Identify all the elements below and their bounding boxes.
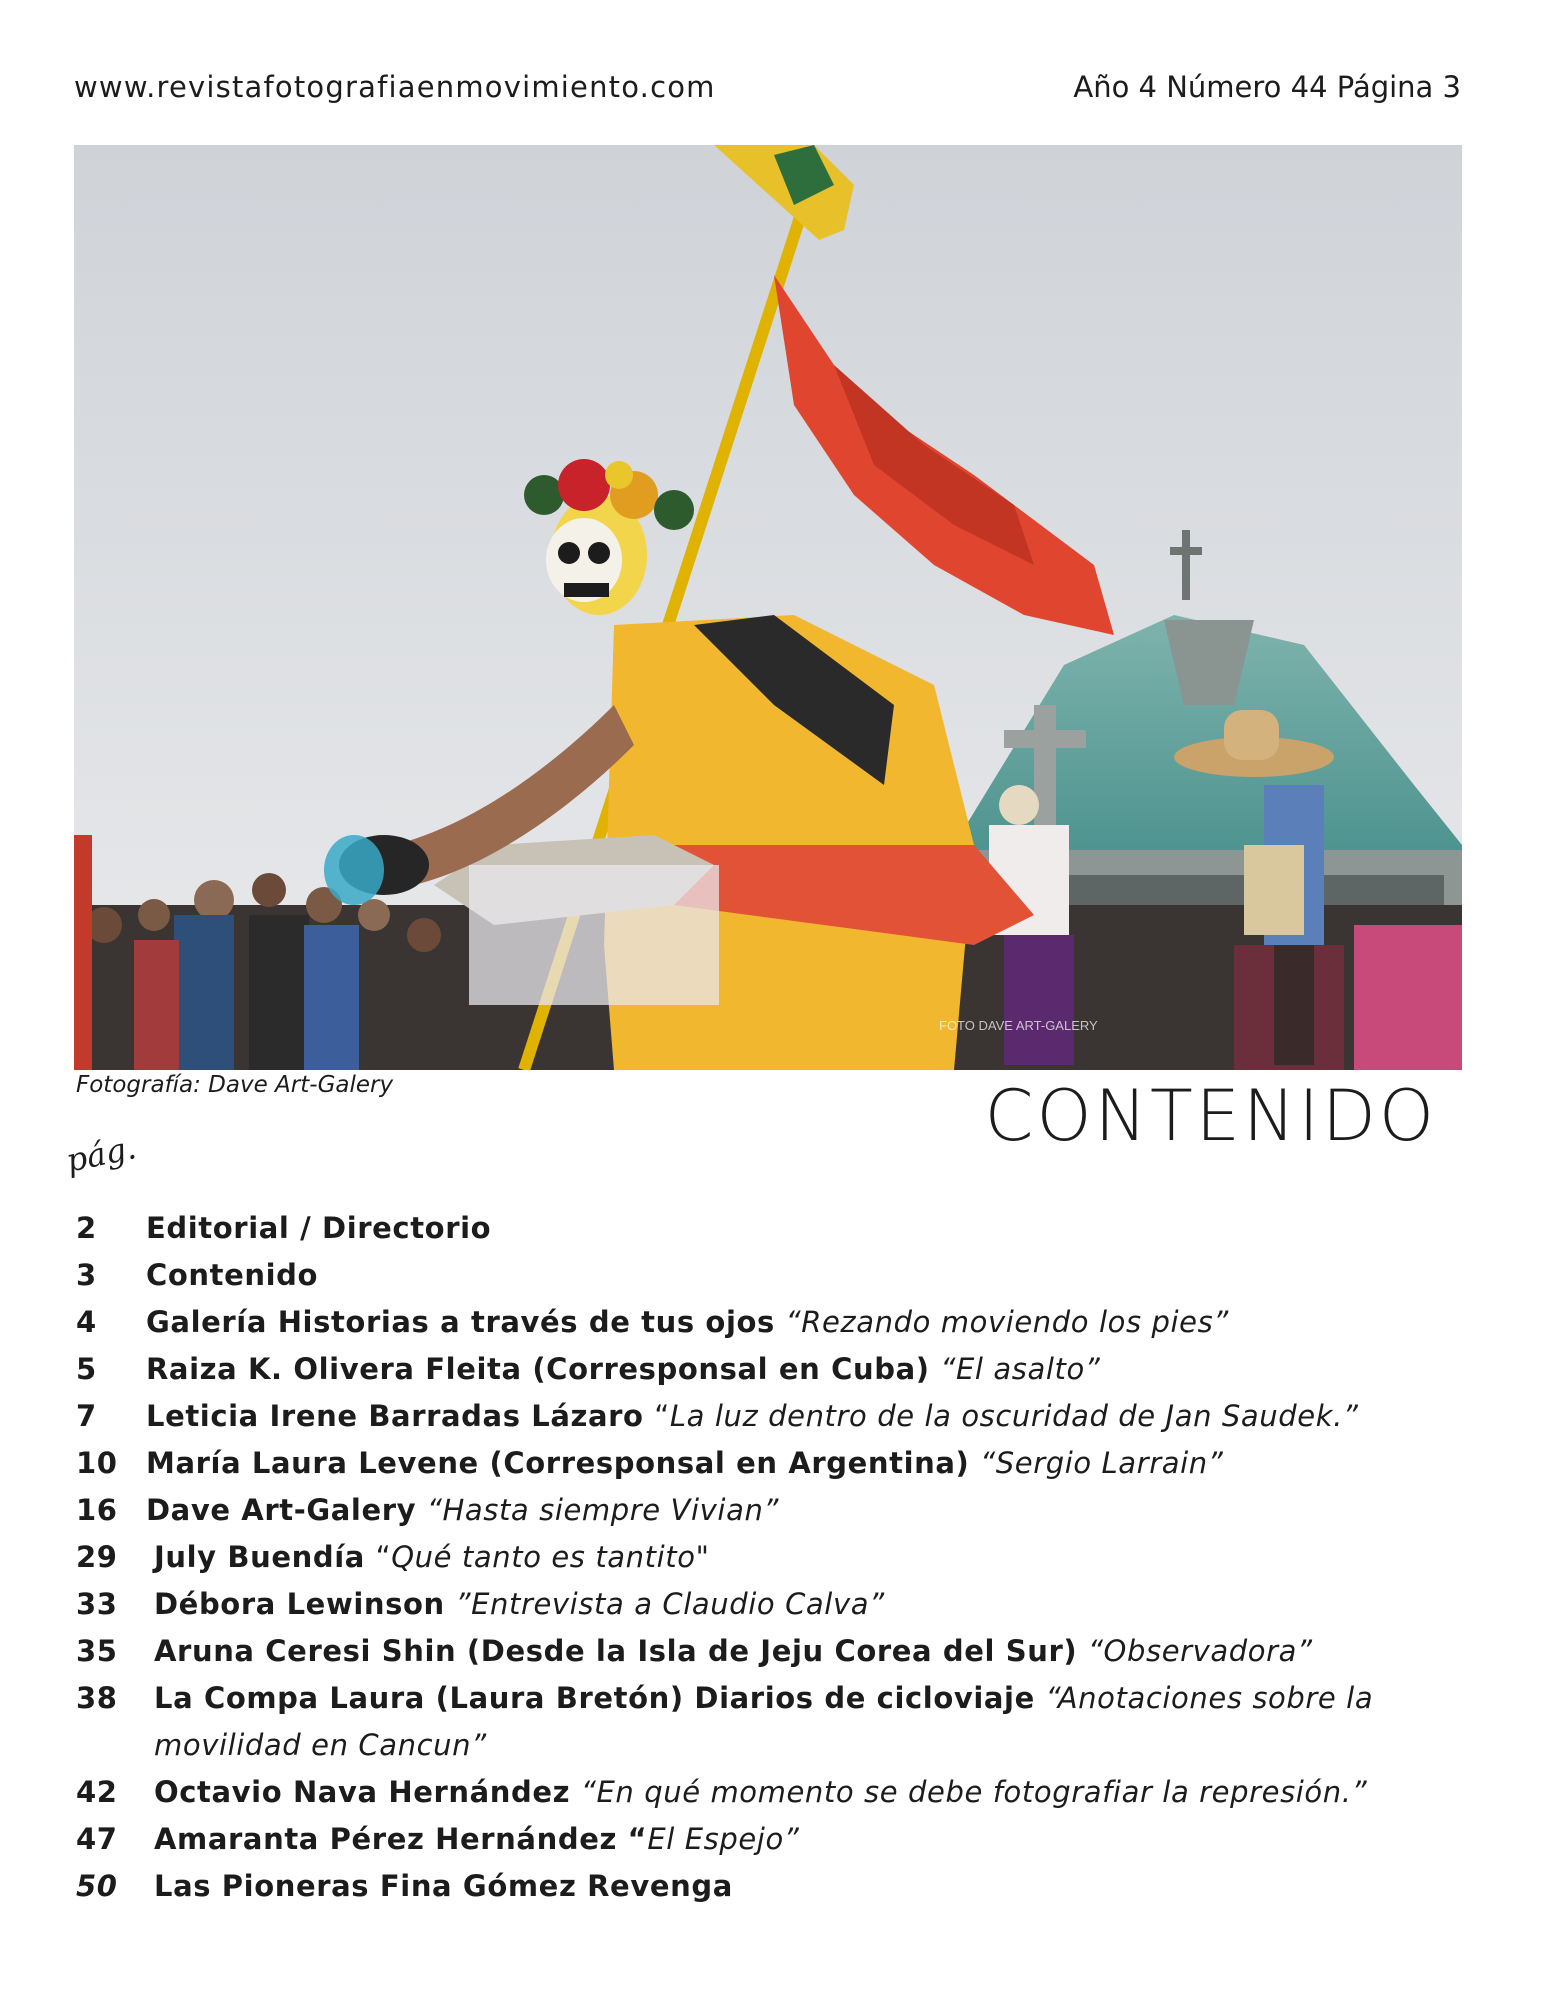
toc-title: “En qué momento se debe fotografiar la represión.” <box>580 1775 1368 1809</box>
toc-author: Aruna Ceresi Shin (Desde la Isla de Jeju Corea del Sur) <box>154 1634 1088 1668</box>
toc-title: “Observadora” <box>1087 1634 1313 1668</box>
toc-open-quote: “ <box>375 1540 392 1574</box>
toc-entry <box>76 1252 1466 1299</box>
toc-title: “Hasta siempre Vivian” <box>426 1493 780 1527</box>
table-of-contents <box>76 1205 1466 1910</box>
toc-author: Contenido <box>146 1258 319 1292</box>
photo-watermark: FOTO DAVE ART-GALERY <box>939 1018 1098 1033</box>
toc-page-number: 50 <box>76 1869 118 1903</box>
contents-heading: CONTENIDO <box>984 1075 1437 1157</box>
toc-entry-text <box>146 1346 1466 1393</box>
toc-page-number: 33 <box>76 1587 118 1621</box>
toc-title: El Espejo” <box>647 1822 800 1856</box>
toc-entry-text <box>146 1675 1466 1769</box>
toc-entry <box>76 1816 1466 1863</box>
toc-entry <box>76 1581 1466 1628</box>
toc-entry-text <box>146 1440 1466 1487</box>
toc-entry <box>76 1205 1466 1252</box>
toc-entry <box>76 1440 1466 1487</box>
issue-info: Año 4 Número 44 Página 3 <box>1073 70 1461 104</box>
toc-entry <box>76 1863 1466 1910</box>
toc-author: María Laura Levene (Corresponsal en Argentina) <box>146 1446 981 1480</box>
page-column-label: pág. <box>62 1128 140 1180</box>
toc-title: La luz dentro de la oscuridad de Jan Saudek.” <box>669 1399 1359 1433</box>
toc-page-number: 47 <box>76 1822 118 1856</box>
toc-title: “Anotaciones sobre la movilidad en Cancun” <box>154 1681 1374 1762</box>
toc-author: Leticia Irene Barradas Lázaro <box>146 1399 655 1433</box>
toc-author: Amaranta Pérez Hernández “ <box>154 1822 648 1856</box>
toc-title: “Sergio Larrain” <box>980 1446 1224 1480</box>
toc-entry-text <box>146 1816 1466 1863</box>
site-url: www.revistafotografiaenmovimiento.com <box>74 70 716 104</box>
toc-author: Dave Art-Galery <box>146 1493 427 1527</box>
toc-page-number: 35 <box>76 1634 118 1668</box>
toc-entry <box>76 1346 1466 1393</box>
toc-entry-text <box>146 1628 1466 1675</box>
toc-entry <box>76 1769 1466 1816</box>
toc-author: Débora Lewinson <box>154 1587 456 1621</box>
toc-entry <box>76 1487 1466 1534</box>
toc-title: Qué tanto es tantito <box>391 1540 696 1574</box>
toc-entry-text <box>146 1769 1466 1816</box>
toc-author: La Compa Laura (Laura Bretón) Diarios de cicloviaje <box>154 1681 1046 1715</box>
toc-author: Editorial / Directorio <box>146 1211 492 1245</box>
toc-author: Octavio Nava Hernández <box>154 1775 581 1809</box>
toc-entry <box>76 1534 1466 1581</box>
toc-page-number: 29 <box>76 1540 118 1574</box>
toc-author: Galería Historias a través de tus ojos <box>146 1305 786 1339</box>
toc-page-number: 2 <box>76 1211 97 1245</box>
toc-entry-text <box>146 1393 1466 1440</box>
photo-caption: Fotografía: Dave Art-Galery <box>76 1072 394 1098</box>
toc-title: ”Entrevista a Claudio Calva” <box>455 1587 885 1621</box>
toc-page-number: 3 <box>76 1258 97 1292</box>
toc-entry <box>76 1675 1466 1769</box>
toc-entry-text <box>146 1863 1466 1910</box>
toc-page-number: 4 <box>76 1305 97 1339</box>
toc-entry-text <box>146 1534 1466 1581</box>
toc-open-quote: “ <box>654 1399 670 1433</box>
toc-close-quote: " <box>695 1540 710 1574</box>
toc-page-number: 38 <box>76 1681 118 1715</box>
toc-entry <box>76 1393 1466 1440</box>
toc-page-number: 10 <box>76 1446 118 1480</box>
toc-entry-text <box>146 1252 1466 1299</box>
cover-photo <box>74 145 1462 1070</box>
toc-author: Las Pioneras Fina Gómez Revenga <box>154 1869 733 1903</box>
toc-entry-text <box>146 1299 1466 1346</box>
toc-entry <box>76 1628 1466 1675</box>
toc-title: “El asalto” <box>940 1352 1101 1386</box>
toc-page-number: 16 <box>76 1493 118 1527</box>
toc-author: July Buendía <box>154 1540 376 1574</box>
toc-page-number: 42 <box>76 1775 118 1809</box>
toc-title: “Rezando moviendo los pies” <box>785 1305 1229 1339</box>
toc-entry <box>76 1299 1466 1346</box>
toc-entry-text <box>146 1487 1466 1534</box>
toc-entry-text <box>146 1581 1466 1628</box>
toc-page-number: 7 <box>76 1399 97 1433</box>
toc-page-number: 5 <box>76 1352 97 1386</box>
toc-author: Raiza K. Olivera Fleita (Corresponsal en Cuba) <box>146 1352 941 1386</box>
toc-entry-text <box>146 1205 1466 1252</box>
